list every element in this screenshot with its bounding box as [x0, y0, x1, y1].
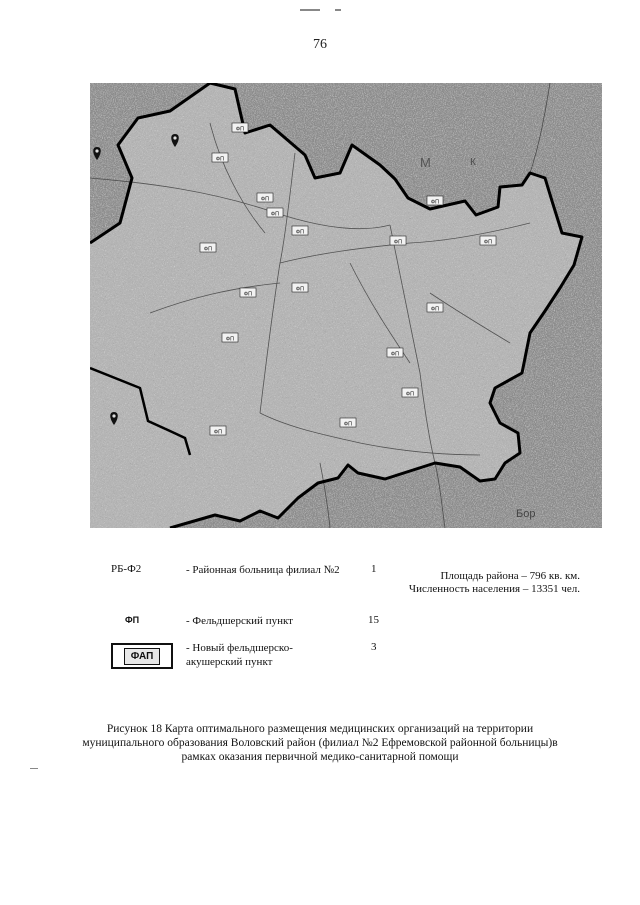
svg-text:ФП: ФП: [270, 211, 280, 218]
fp-marker: [387, 348, 403, 358]
svg-text:ФП: ФП: [295, 286, 305, 293]
legend-fap-symbol: [111, 643, 173, 669]
svg-text:ФП: ФП: [243, 291, 253, 298]
fp-marker: [427, 303, 443, 313]
population-stat: Численность населения – 13351 чел.: [408, 583, 580, 595]
legend-code-rb: РБ-Ф2: [111, 563, 142, 575]
map-pin-dot: [173, 136, 176, 139]
fp-marker: [292, 283, 308, 293]
place-label: Бор: [516, 508, 536, 520]
legend-desc-rb: - Районная больница филиал №2: [186, 564, 340, 576]
map-pin-dot: [112, 414, 115, 417]
legend-code-fp: ФП: [125, 615, 140, 625]
scan-speck: [30, 768, 38, 769]
svg-text:ФП: ФП: [295, 229, 305, 236]
svg-text:ФП: ФП: [405, 391, 415, 398]
svg-text:ФП: ФП: [213, 429, 223, 436]
svg-text:ФП: ФП: [343, 421, 353, 428]
fp-marker: [427, 196, 443, 206]
fp-marker: [390, 236, 406, 246]
legend-count-fap: 3: [371, 641, 377, 653]
svg-text:ФП: ФП: [393, 239, 403, 246]
scan-speck: [335, 9, 341, 11]
fp-marker: [210, 426, 226, 436]
fp-marker: [257, 193, 273, 203]
scan-speck: [300, 9, 320, 11]
svg-text:ФП: ФП: [235, 126, 245, 133]
svg-text:ФП: ФП: [430, 306, 440, 313]
legend-desc-fap: - Новый фельдшерско-акушерский пункт: [186, 642, 293, 668]
svg-text:ФП: ФП: [260, 196, 270, 203]
map-pin-dot: [95, 149, 98, 152]
fp-marker: [240, 288, 256, 298]
legend-count-fp: 15: [368, 614, 379, 626]
svg-text:ФП: ФП: [203, 246, 213, 253]
fp-marker: [232, 123, 248, 133]
svg-text:ФП: ФП: [225, 336, 235, 343]
fp-marker: [402, 388, 418, 398]
svg-text:ФП: ФП: [483, 239, 493, 246]
svg-text:ФП: ФП: [430, 199, 440, 206]
fp-marker: [212, 153, 228, 163]
area-stat: Площадь района – 796 кв. км.: [440, 570, 580, 582]
figure-caption: Рисунок 18 Карта оптимального размещения медицинских организаций на территории муниципального образования Воловский район (филиал №2 Ефремовской районной больницы)в рамках оказания первичной медико-санитарной помощи: [82, 723, 558, 763]
svg-text:ФП: ФП: [215, 156, 225, 163]
district-map: [90, 83, 602, 528]
fp-marker: [340, 418, 356, 428]
place-label: М: [420, 155, 431, 170]
fp-marker: [267, 208, 283, 218]
legend-code-fap: ФАП: [124, 648, 161, 665]
scan-texture: [90, 83, 602, 528]
fp-marker: [480, 236, 496, 246]
place-label: к: [470, 153, 476, 168]
fp-marker: [222, 333, 238, 343]
page-number: 76: [313, 37, 327, 52]
fp-marker: [200, 243, 216, 253]
fp-marker: [292, 226, 308, 236]
svg-text:ФП: ФП: [390, 351, 400, 358]
legend-desc-fp: - Фельдшерский пункт: [186, 615, 293, 627]
legend-count-rb: 1: [371, 563, 377, 575]
